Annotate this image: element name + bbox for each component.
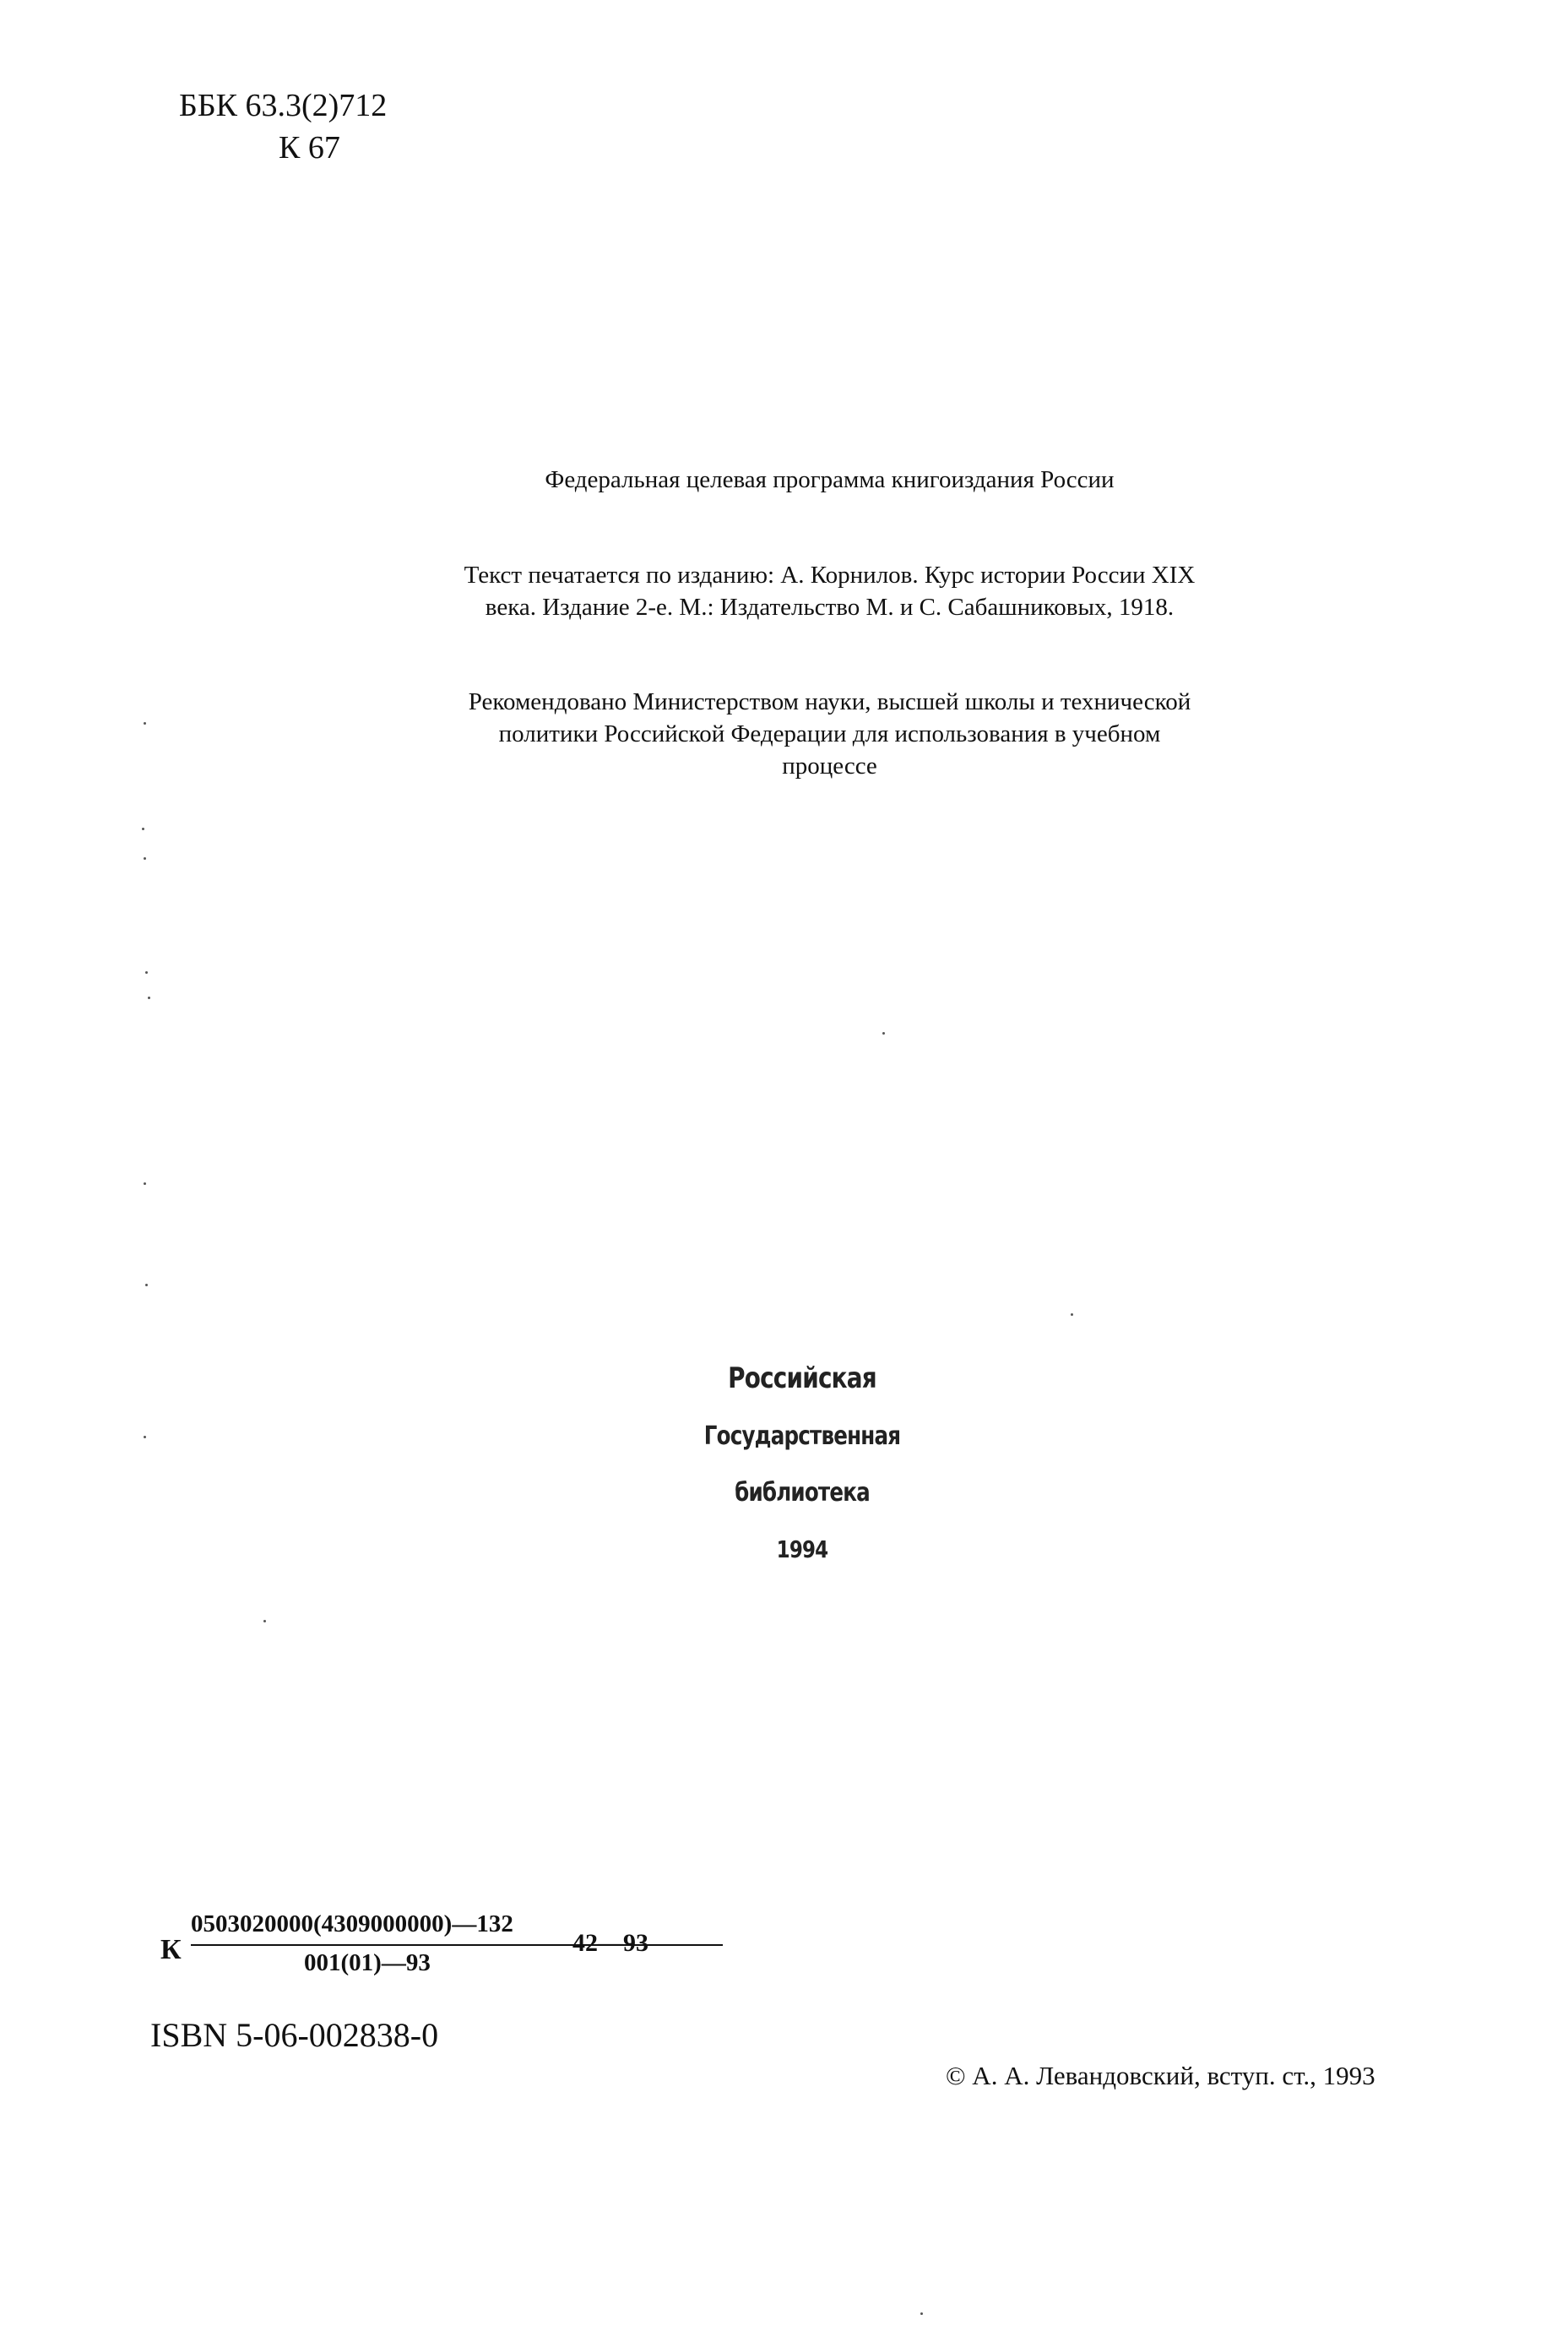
- copyright-notice: © А. А. Левандовский, вступ. ст., 1993: [946, 2061, 1375, 2090]
- scan-speck: [263, 1620, 266, 1622]
- scan-speck: [148, 997, 150, 999]
- scan-speck: [144, 857, 146, 860]
- scan-speck: [145, 971, 148, 974]
- isbn: ISBN 5-06-002838-0: [150, 2016, 439, 2054]
- library-stamp-line-1: Российская: [728, 1361, 876, 1395]
- bbk-classification: [179, 84, 387, 169]
- recommend-line-3: процессе: [782, 753, 877, 780]
- scan-speck: [144, 722, 146, 725]
- code-denominator: 001(01)—93: [304, 1949, 431, 1976]
- publication-code: [160, 1910, 667, 1995]
- bbk-code: ББК 63.3(2)712: [179, 88, 388, 123]
- code-numerator: 0503020000(4309000000)—132: [191, 1910, 513, 1937]
- recommendation-note: [304, 686, 1355, 782]
- recommend-line-1: Рекомендовано Министерством науки, высшей школы и технической: [468, 688, 1191, 715]
- recommend-line-2: политики Российской Федерации для использования в учебном: [498, 720, 1161, 747]
- source-line-2: века. Издание 2-е. М.: Издательство М. и С. Сабашниковых, 1918.: [485, 594, 1175, 621]
- library-stamp-year: 1994: [776, 1535, 828, 1563]
- scan-speck: [144, 1182, 146, 1185]
- scan-speck: [142, 828, 144, 830]
- code-letter: К: [160, 1934, 182, 1965]
- library-stamp-line-2: Государственная: [703, 1421, 901, 1451]
- library-stamp-line-3: библиотека: [735, 1478, 870, 1508]
- program-line: Федеральная целевая программа книгоиздания России: [545, 466, 1115, 493]
- scan-speck: [144, 1436, 146, 1438]
- author-mark: К 67: [279, 130, 340, 166]
- scan-speck: [882, 1032, 885, 1035]
- scan-speck: [145, 1284, 148, 1286]
- code-suffix: 42—93: [572, 1929, 648, 1957]
- source-edition-note: [304, 559, 1355, 623]
- scan-speck: [920, 2312, 923, 2315]
- scan-speck: [1071, 1313, 1073, 1316]
- source-line-1: Текст печатается по изданию: А. Корнилов. Курс истории России XIX: [464, 562, 1196, 589]
